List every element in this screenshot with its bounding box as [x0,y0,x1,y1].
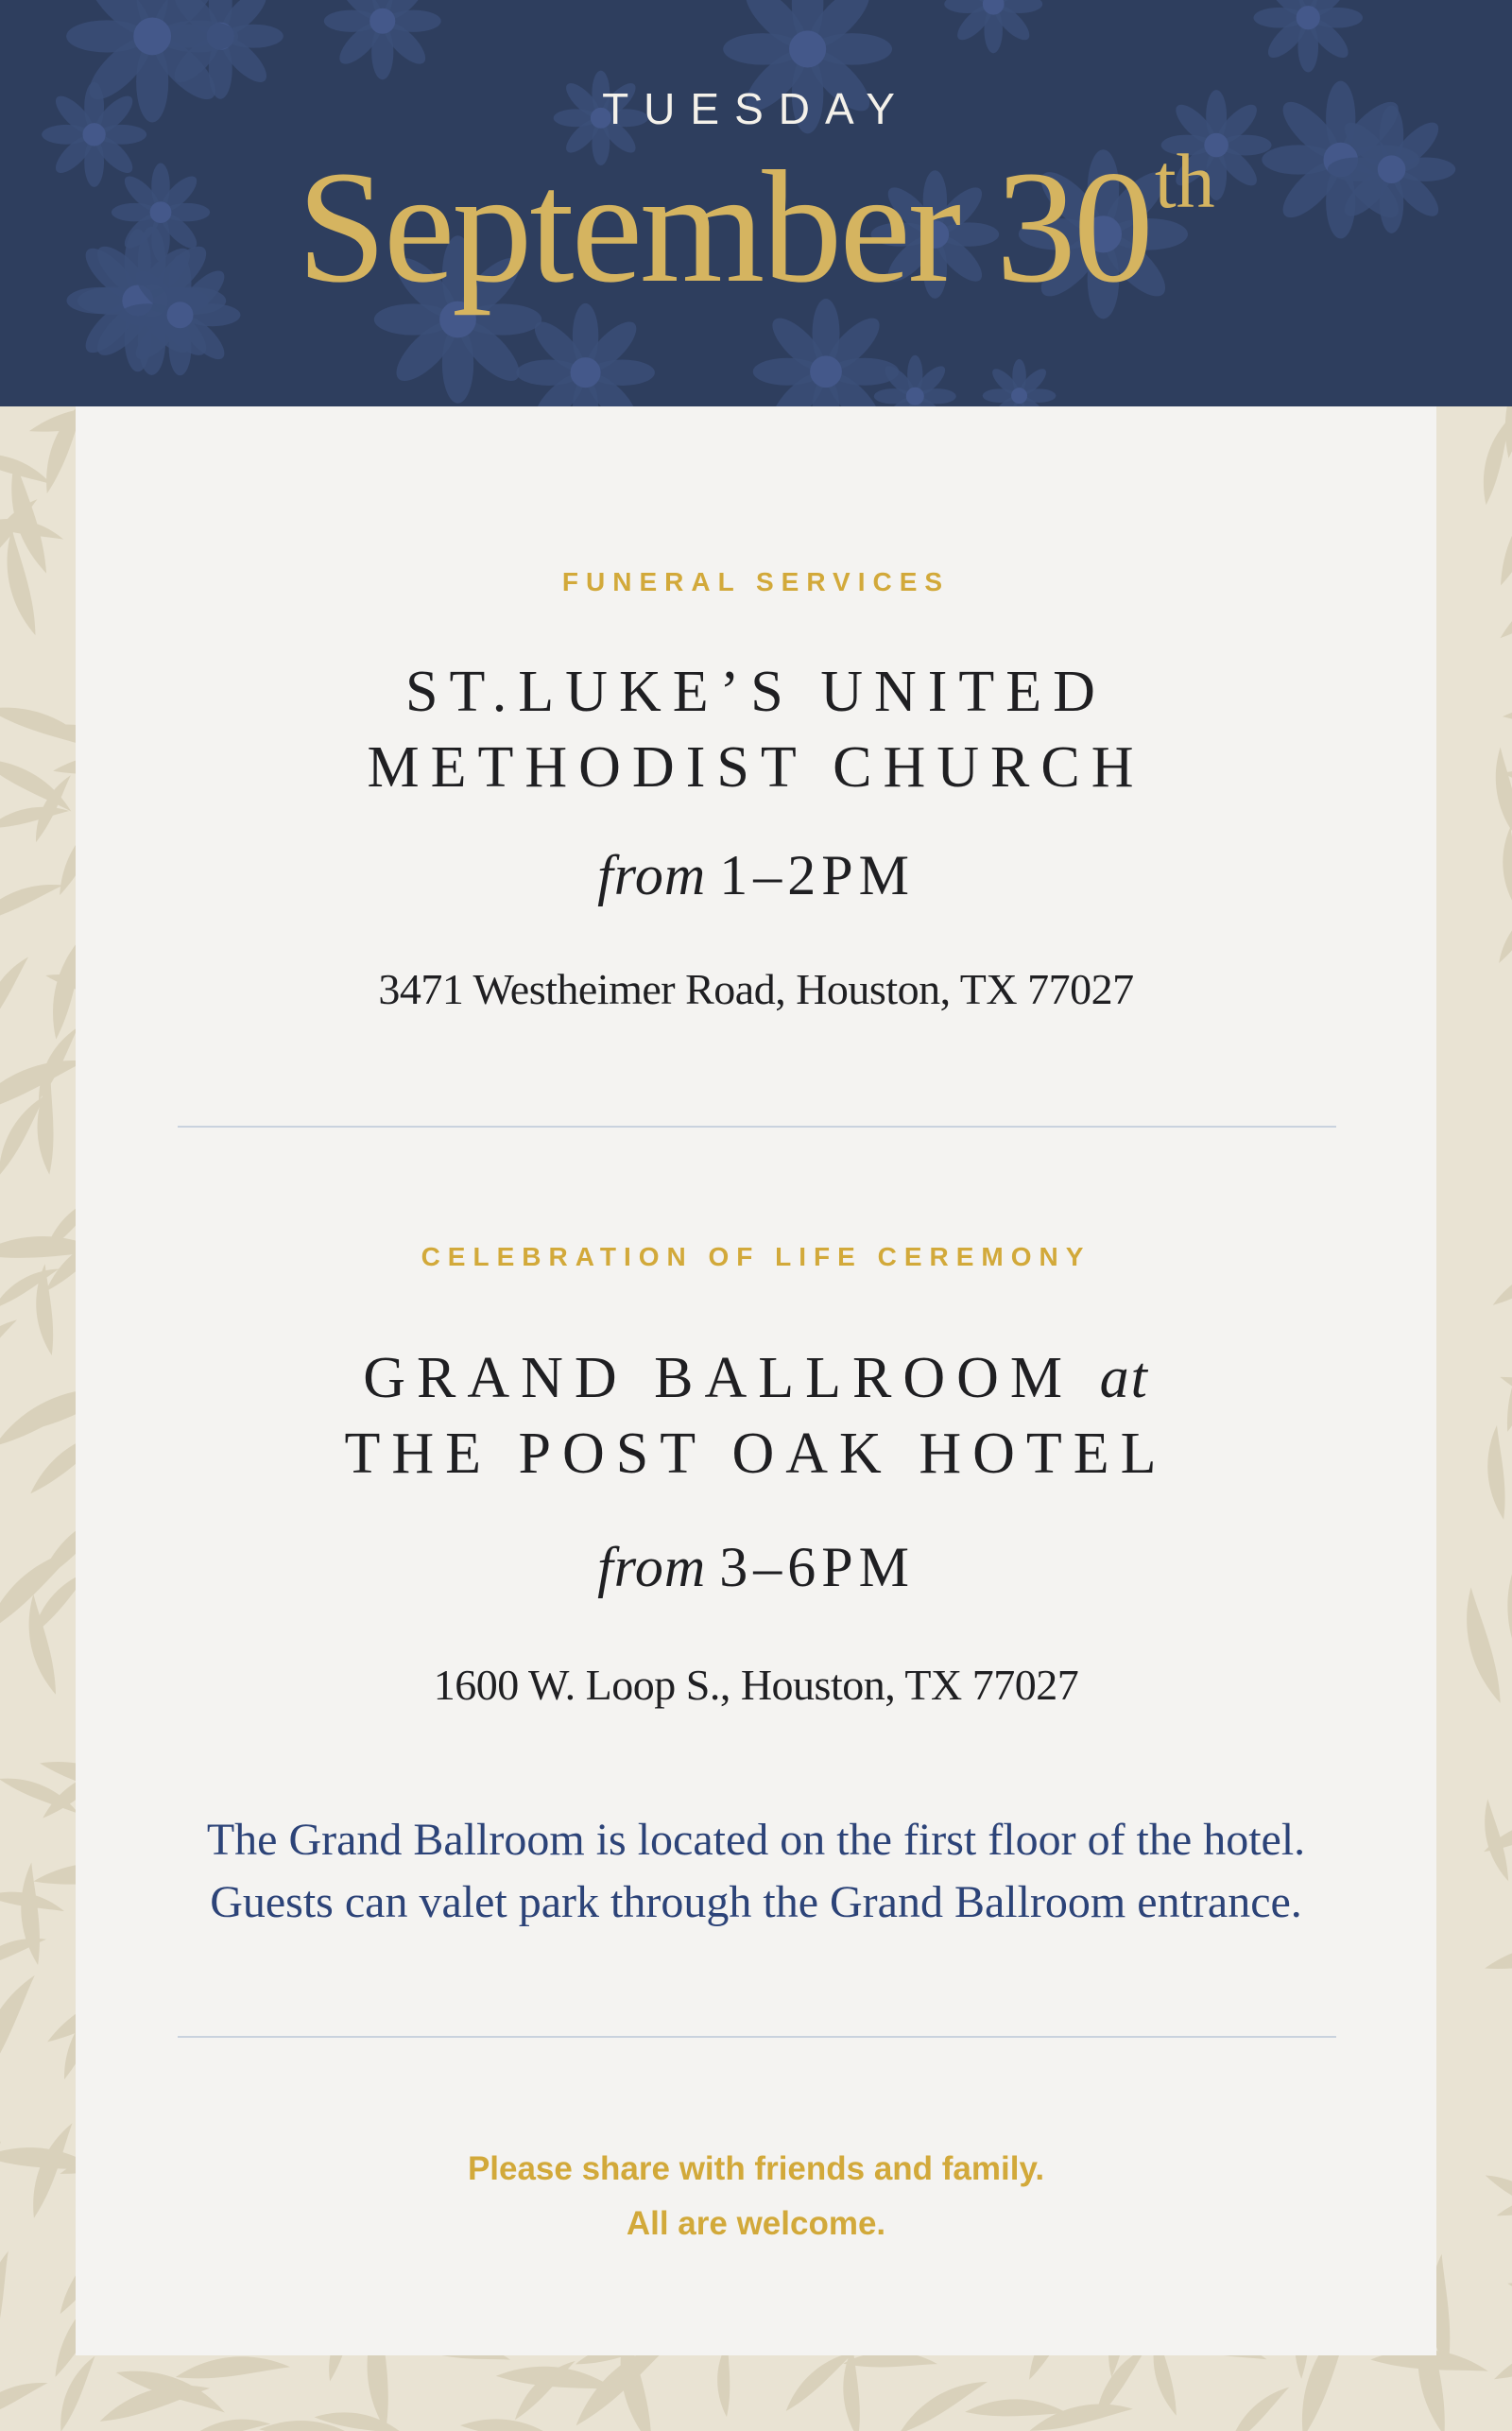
leaf-shape [1471,1315,1512,1431]
share-message [76,2142,1436,2251]
leaf-shape [1486,2158,1512,2235]
funeral-time [76,843,1436,908]
leaf-shape [1222,2388,1296,2431]
leaf-shape [1452,417,1512,505]
details-card [76,406,1436,2355]
leaf-shape [0,1400,8,1492]
section-divider [178,2036,1336,2038]
leaf-shape [1495,954,1512,1057]
section-divider [178,1126,1336,1128]
funeral-venue [76,654,1436,805]
leaf-shape [315,2381,404,2431]
damask-flower [983,359,1057,406]
leaf-shape [0,1465,10,1563]
funeral-venue-line2: METHODIST CHURCH [367,735,1145,800]
celebration-venue [76,1340,1436,1491]
leaf-shape [1489,1966,1512,2047]
celebration-time-value: 3–6PM [719,1536,915,1598]
celebration-time-prefix: from [597,1536,707,1598]
funeral-time-prefix: from [597,844,707,906]
leaf-shape [1486,904,1512,963]
leaf-shape [1494,2306,1512,2414]
leaf-shape [1493,1254,1512,1317]
leaf-shape [0,1319,22,1370]
date-banner [0,0,1512,406]
damask-flower [1254,0,1363,72]
damask-flower [324,0,441,79]
funeral-time-value: 1–2PM [719,844,915,906]
damask-flower [944,0,1042,53]
celebration-time [76,1535,1436,1600]
leaf-shape [1507,2250,1512,2354]
date-suffix: th [1154,138,1215,224]
funeral-label: FUNERAL SERVICES [561,567,951,596]
leaf-shape [0,2251,57,2369]
leaf-shape [1499,2110,1512,2217]
leaf-shape [1496,1668,1512,1764]
leaf-shape [0,957,48,1031]
celebration-venue-name: GRAND BALLROOM [363,1346,1074,1410]
leaf-shape [1369,2422,1445,2431]
celebration-note-line2: Guests can valet park through the Grand Ballroom entrance. [210,1877,1302,1927]
leaf-shape [1456,1425,1512,1520]
leaf-shape [900,2373,988,2431]
leaf-shape [0,1095,67,1177]
celebration-note [76,1809,1436,1934]
day-of-week: TUESDAY [602,84,910,133]
leaf-shape [0,2369,48,2431]
share-line2: All are welcome. [626,2205,886,2242]
celebration-address: 1600 W. Loop S., Houston, TX 77027 [433,1661,1079,1709]
leaf-shape [0,867,63,941]
leaf-shape [1435,1587,1512,1703]
celebration-label: CELEBRATION OF LIFE CEREMONY [421,1242,1091,1271]
leaf-shape [1508,2294,1512,2419]
funeral-venue-line1: ST.LUKE’S UNITED [405,660,1107,724]
event-date [0,138,1512,340]
leaf-shape [1486,1148,1512,1233]
share-line1: Please share with friends and family. [467,2150,1045,2187]
leaf-shape [1468,747,1512,841]
date-main: September 30 [297,138,1151,316]
celebration-venue-at: at [1099,1346,1149,1410]
leaf-shape [1485,1908,1512,2012]
celebration-note-line1: The Grand Ballroom is located on the first floor of the hotel. [206,1815,1306,1865]
celebration-venue-line2: THE POST OAK HOTEL [344,1422,1168,1486]
funeral-address: 3471 Westheimer Road, Houston, TX 77027 [378,965,1134,1013]
celebration-venue-line1 [76,1340,1436,1416]
leaf-shape [1506,994,1512,1110]
leaf-shape [1475,827,1512,910]
